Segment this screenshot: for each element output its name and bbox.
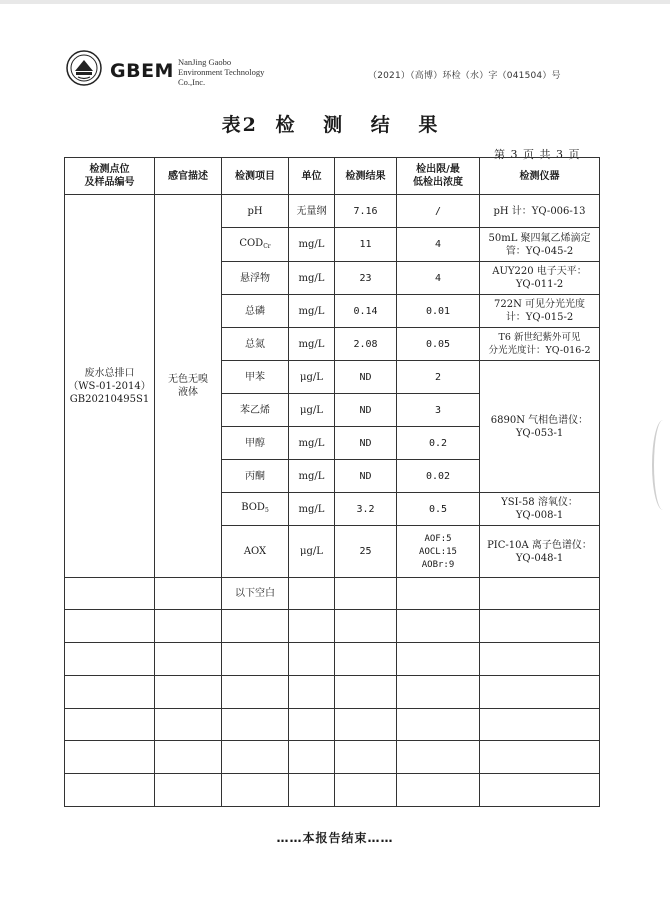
sample-point-cell: 废水总排口 （WS-01-2014） GB20210495S1 (65, 195, 155, 578)
blank-row (65, 643, 600, 676)
result-cell: ND (335, 394, 397, 427)
result-cell: 2.08 (335, 328, 397, 361)
sensory-cell: 无色无嗅 液体 (155, 195, 222, 578)
result-cell: 11 (335, 228, 397, 262)
blank-row (65, 709, 600, 741)
unit-cell: mg/L (289, 262, 335, 295)
limit-cell: / (397, 195, 480, 228)
unit-cell: 无量纲 (289, 195, 335, 228)
limit-cell: AOF:5 AOCL:15 AOBr:9 (397, 526, 480, 578)
header-row (65, 158, 600, 195)
item-cell: $COD_{Cr}$ (222, 228, 289, 262)
unit-cell: μg/L (289, 526, 335, 578)
title-prefix: 表2 (221, 114, 258, 136)
limit-cell: 4 (397, 228, 480, 262)
limit-cell: 0.05 (397, 328, 480, 361)
limit-cell: 0.5 (397, 493, 480, 526)
instrument-cell: AUY220 电子天平： YQ-011-2 (480, 262, 600, 295)
title-word: 果 (418, 114, 440, 136)
result-cell: 7.16 (335, 195, 397, 228)
col-header: 检测项目 (222, 158, 289, 195)
blank-row (65, 676, 600, 709)
item-cell: 甲苯 (222, 361, 289, 394)
item-cell: $BOD_5$ (222, 493, 289, 526)
instrument-cell: T6 新世纪紫外可见 分光光度计：YQ-016-2 (480, 328, 600, 361)
scan-edge-mark (652, 420, 670, 510)
result-cell: 3.2 (335, 493, 397, 526)
item-cell: 总磷 (222, 295, 289, 328)
table-title (0, 110, 670, 137)
col-header: 检测点位 及样品编号 (65, 158, 155, 195)
item-cell: 苯乙烯 (222, 394, 289, 427)
limit-cell: 0.01 (397, 295, 480, 328)
unit-cell: μg/L (289, 394, 335, 427)
limit-cell: 0.02 (397, 460, 480, 493)
results-table-wrap (64, 157, 600, 807)
company-logo-icon (66, 50, 102, 86)
col-header: 检测结果 (335, 158, 397, 195)
instrument-cell: PIC-10A 离子色谱仪： YQ-048-1 (480, 526, 600, 578)
col-header: 单位 (289, 158, 335, 195)
blank-row (65, 578, 600, 610)
table-row (65, 195, 600, 228)
limit-cell: 3 (397, 394, 480, 427)
item-cell: AOX (222, 526, 289, 578)
limit-cell: 0.2 (397, 427, 480, 460)
item-cell: 总氮 (222, 328, 289, 361)
item-cell: 悬浮物 (222, 262, 289, 295)
result-cell: ND (335, 460, 397, 493)
report-end-note: ……本报告结束…… (276, 831, 394, 845)
company-line: Co.,Inc. (178, 77, 206, 87)
col-header: 检测仪器 (480, 158, 600, 195)
result-cell: 25 (335, 526, 397, 578)
item-cell: 甲醇 (222, 427, 289, 460)
results-table (64, 157, 600, 807)
company-name (178, 57, 264, 87)
unit-cell: μg/L (289, 361, 335, 394)
instrument-cell: YSI-58 溶氧仪： YQ-008-1 (480, 493, 600, 526)
title-word: 检 (275, 114, 297, 136)
report-number: （2021）（高博）环检（水）字（041504）号 (368, 71, 561, 81)
blank-row (65, 610, 600, 643)
item-cell: 丙酮 (222, 460, 289, 493)
col-header: 感官描述 (155, 158, 222, 195)
unit-cell: mg/L (289, 427, 335, 460)
instrument-cell: 50mL 聚四氟乙烯滴定 管：YQ-045-2 (480, 228, 600, 262)
blank-row (65, 774, 600, 807)
top-scan-edge (0, 0, 670, 4)
unit-cell: mg/L (289, 493, 335, 526)
blank-note: 以下空白 (222, 578, 289, 610)
limit-cell: 2 (397, 361, 480, 394)
limit-cell: 4 (397, 262, 480, 295)
unit-cell: mg/L (289, 228, 335, 262)
gc-instrument-cell: 6890N 气相色谱仪： YQ-053-1 (480, 361, 600, 493)
item-cell: pH (222, 195, 289, 228)
result-cell: 0.14 (335, 295, 397, 328)
company-line: Environment Technology (178, 67, 265, 77)
result-cell: ND (335, 427, 397, 460)
title-word: 结 (370, 114, 392, 136)
result-cell: 23 (335, 262, 397, 295)
unit-cell: mg/L (289, 328, 335, 361)
result-cell: ND (335, 361, 397, 394)
page-count: 第 3 页 共 3 页 (494, 148, 581, 161)
company-line: NanJing Gaobo (178, 57, 232, 67)
title-word: 测 (323, 114, 345, 136)
logo-wordmark: GBEM (110, 60, 174, 82)
unit-cell: mg/L (289, 460, 335, 493)
instrument-cell: 722N 可见分光光度 计：YQ-015-2 (480, 295, 600, 328)
col-header: 检出限/最 低检出浓度 (397, 158, 480, 195)
unit-cell: mg/L (289, 295, 335, 328)
blank-row (65, 741, 600, 774)
instrument-cell: pH 计：YQ-006-13 (480, 195, 600, 228)
